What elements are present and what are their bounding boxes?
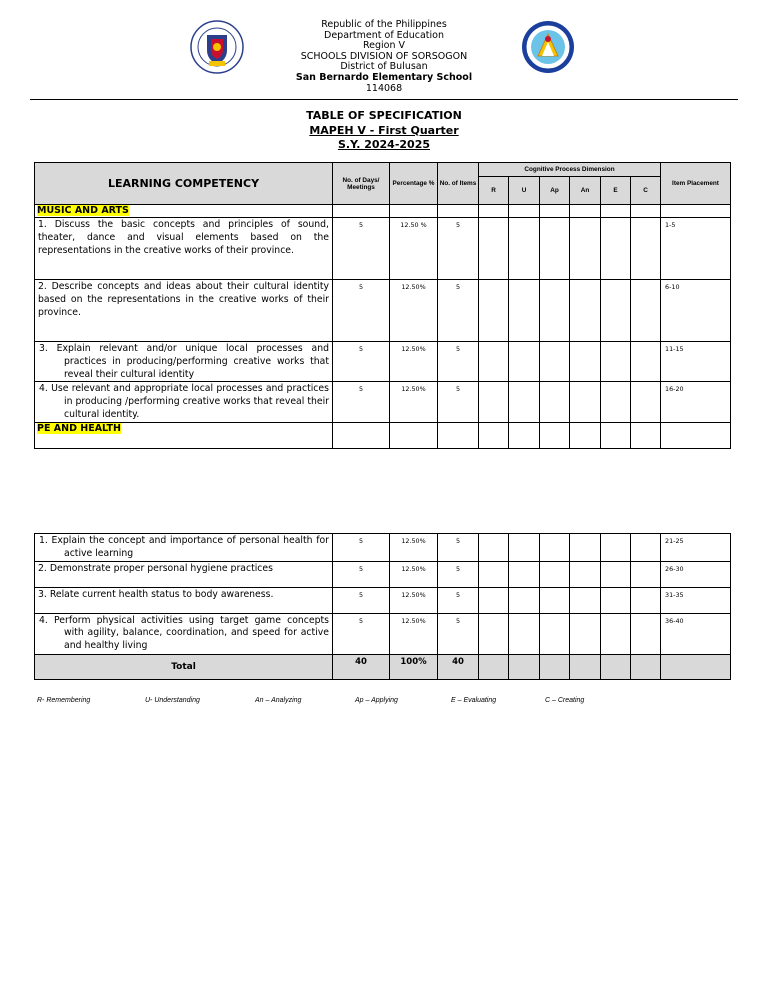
placement-cell: 36-40	[661, 613, 731, 654]
table-row	[35, 280, 731, 342]
document-title	[0, 109, 768, 153]
cpd-ap-header: Ap	[540, 177, 570, 205]
school-year-line: S.Y. 2024-2025	[337, 138, 431, 151]
division-line: SCHOOLS DIVISION OF SORSOGON	[300, 50, 468, 62]
percentage-cell: 12.50 %	[390, 218, 438, 280]
table-row	[35, 613, 731, 654]
cpd-u-header: U	[509, 177, 540, 205]
total-days: 40	[333, 654, 390, 679]
competency-text: 2. Describe concepts and ideas about their cultural identity based on the representations in the creative works of their province.	[35, 280, 333, 342]
total-percentage: 100%	[390, 654, 438, 679]
letterhead	[0, 20, 768, 94]
subject-line: MAPEH V - First Quarter	[309, 123, 459, 137]
placement-cell: 11-15	[661, 342, 731, 382]
competency-text: 2. Demonstrate proper personal hygiene practices	[35, 561, 333, 587]
days-cell: 5	[333, 561, 390, 587]
percentage-cell: 12.50%	[390, 587, 438, 613]
items-header: No. of Items	[438, 163, 479, 205]
legend-analyzing: An – Analyzing	[255, 697, 302, 704]
specification-table	[34, 162, 731, 449]
section-row	[35, 205, 731, 218]
competency-text: 1. Discuss the basic concepts and principles of sound, theater, dance and visual elements based on the representations in the creative works of their province.	[35, 218, 333, 280]
items-cell: 5	[438, 534, 479, 562]
days-cell: 5	[333, 382, 390, 422]
competency-text: 4. Perform physical activities using target game concepts with agility, balance, coordination, and speed for active and healthy living	[35, 613, 333, 654]
table-row	[35, 561, 731, 587]
table-row	[35, 587, 731, 613]
percentage-cell: 12.50%	[390, 342, 438, 382]
percentage-header: Percentage %	[390, 163, 438, 205]
table-row	[35, 382, 731, 422]
days-header: No. of Days/ Meetings	[333, 163, 390, 205]
percentage-cell: 12.50%	[390, 613, 438, 654]
placement-cell: 26-30	[661, 561, 731, 587]
legend-understanding: U- Understanding	[145, 697, 200, 704]
placement-cell: 21-25	[661, 534, 731, 562]
percentage-cell: 12.50%	[390, 382, 438, 422]
days-cell: 5	[333, 280, 390, 342]
legend-remembering: R- Remembering	[37, 697, 91, 704]
table-row	[35, 342, 731, 382]
days-cell: 5	[333, 218, 390, 280]
table-row	[35, 534, 731, 562]
section-music-arts: MUSIC AND ARTS	[35, 205, 333, 218]
percentage-cell: 12.50%	[390, 280, 438, 342]
days-cell: 5	[333, 613, 390, 654]
items-cell: 5	[438, 613, 479, 654]
percentage-cell: 12.50%	[390, 561, 438, 587]
items-cell: 5	[438, 382, 479, 422]
total-label: Total	[35, 654, 333, 679]
cpd-c-header: C	[631, 177, 661, 205]
competency-text: 3. Relate current health status to body awareness.	[35, 587, 333, 613]
placement-cell: 6-10	[661, 280, 731, 342]
legend-creating: C – Creating	[545, 697, 585, 704]
legend-evaluating: E – Evaluating	[451, 697, 497, 704]
items-cell: 5	[438, 587, 479, 613]
table-row	[35, 218, 731, 280]
title-line: TABLE OF SPECIFICATION	[306, 109, 462, 122]
total-items: 40	[438, 654, 479, 679]
items-cell: 5	[438, 342, 479, 382]
total-row	[35, 654, 731, 679]
placement-cell: 31-35	[661, 587, 731, 613]
region-line: Region V	[362, 40, 406, 52]
item-placement-header: Item Placement	[661, 163, 731, 205]
country-line: Republic of the Philippines	[321, 19, 447, 30]
district-line: District of Bulusan	[340, 61, 428, 73]
cpd-an-header: An	[570, 177, 601, 205]
department-line: Department of Education	[324, 29, 444, 41]
specification-table-continued	[34, 533, 731, 680]
items-cell: 5	[438, 561, 479, 587]
days-cell: 5	[333, 342, 390, 382]
cognitive-dimension-header: Cognitive Process Dimension	[479, 163, 661, 177]
section-row	[35, 422, 731, 448]
competency-text: 1. Explain the concept and importance of personal health for active learning	[35, 534, 333, 562]
school-name: San Bernardo Elementary School	[295, 71, 473, 83]
header-divider	[30, 99, 738, 100]
placement-cell: 16-20	[661, 382, 731, 422]
placement-cell: 1-5	[661, 218, 731, 280]
cpd-e-header: E	[601, 177, 631, 205]
days-cell: 5	[333, 587, 390, 613]
cpd-r-header: R	[479, 177, 509, 205]
items-cell: 5	[438, 280, 479, 342]
days-cell: 5	[333, 534, 390, 562]
legend-applying: Ap – Applying	[355, 697, 398, 704]
competency-text: 4. Use relevant and appropriate local processes and practices in producing /performing creative works that reveal their cultural identity.	[35, 382, 333, 422]
section-pe-health: PE AND HEALTH	[35, 422, 333, 448]
items-cell: 5	[438, 218, 479, 280]
competency-text: 3. Explain relevant and/or unique local processes and practices in producing/performing creative works that reveal their cultural identity	[35, 342, 333, 382]
percentage-cell: 12.50%	[390, 534, 438, 562]
learning-competency-header: LEARNING COMPETENCY	[35, 163, 333, 205]
school-id: 114068	[365, 82, 403, 94]
